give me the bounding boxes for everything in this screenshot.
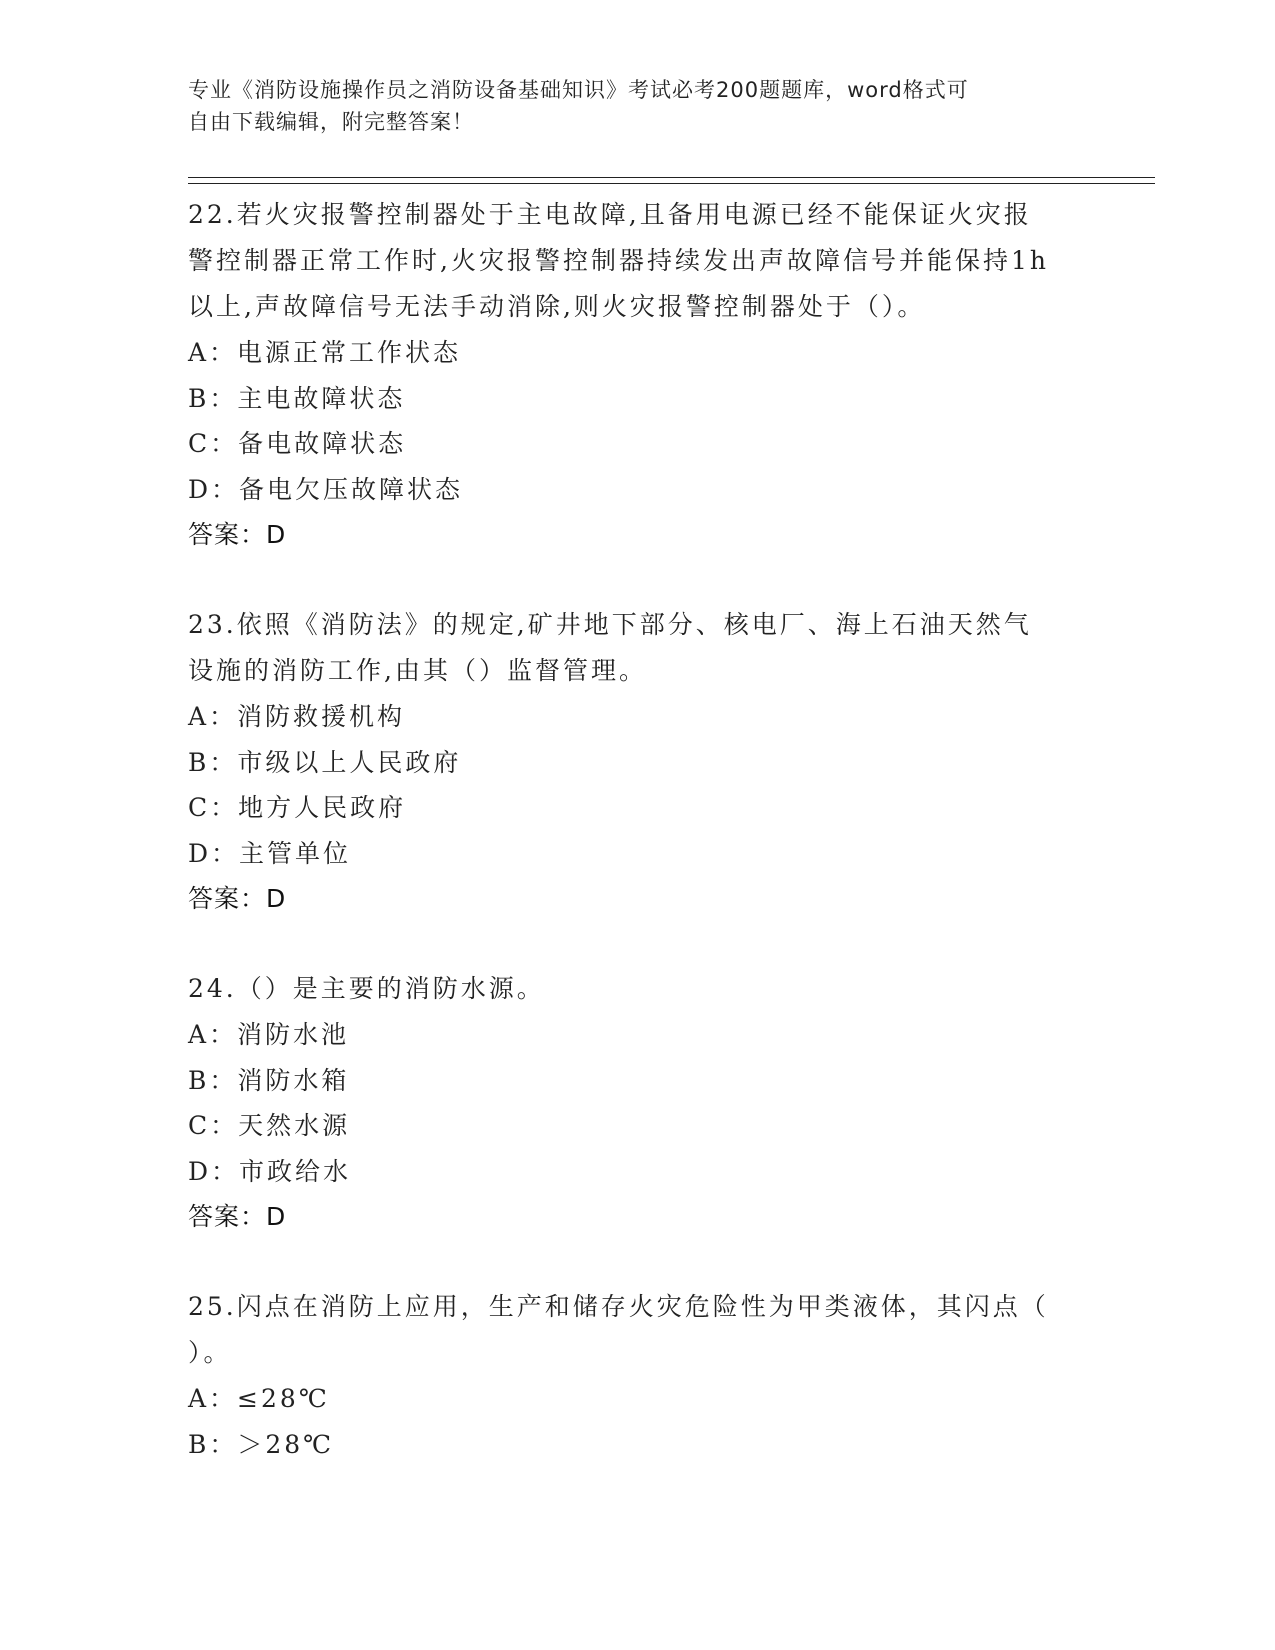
answer-line: 答案：D: [188, 1202, 287, 1231]
option-a: A：消防救援机构: [188, 702, 406, 731]
option-d: D：备电欠压故障状态: [188, 474, 464, 504]
option-b: B：消防水箱: [188, 1065, 350, 1095]
question-23: [188, 602, 1088, 922]
option-c: C：地方人民政府: [188, 793, 407, 822]
option-c: C：天然水源: [188, 1111, 351, 1140]
question-stem-line: 24.（）是主要的消防水源。: [188, 974, 545, 1003]
option-b: B：市级以上人民政府: [188, 747, 462, 777]
question-stem-line: 22.若火灾报警控制器处于主电故障,且备用电源已经不能保证火灾报: [188, 200, 1032, 229]
header-line-2: 自由下载编辑，附完整答案！: [188, 110, 474, 134]
option-a: A：消防水池: [188, 1020, 350, 1049]
option-d: D：市政给水: [188, 1156, 352, 1186]
question-24: [188, 966, 1088, 1240]
option-b: B：主电故障状态: [188, 383, 406, 413]
spacer: [188, 1240, 1088, 1284]
option-d: D：主管单位: [188, 838, 352, 868]
question-stem-line: 设施的消防工作,由其（）监督管理。: [188, 656, 647, 685]
question-list: [188, 192, 1088, 1467]
spacer: [188, 558, 1088, 602]
option-c: C：备电故障状态: [188, 429, 407, 458]
header-divider-bottom: [188, 183, 1155, 184]
option-a: A：≤28℃: [188, 1384, 330, 1413]
header-divider-top: [188, 177, 1155, 178]
question-25: [188, 1284, 1088, 1467]
question-stem-line: 25.闪点在消防上应用，生产和储存火灾危险性为甲类液体，其闪点（: [188, 1292, 1049, 1321]
question-stem-line: 23.依照《消防法》的规定,矿井地下部分、核电厂、海上石油天然气: [188, 610, 1032, 639]
option-b: B：＞28℃: [188, 1429, 335, 1459]
question-stem-line: 警控制器正常工作时,火灾报警控制器持续发出声故障信号并能保持1h: [188, 246, 1049, 275]
header-line-1: 专业《消防设施操作员之消防设备基础知识》考试必考200题题库，word格式可: [188, 78, 969, 102]
answer-line: 答案：D: [188, 520, 287, 549]
document-header: [188, 74, 1088, 138]
answer-line: 答案：D: [188, 884, 287, 913]
question-stem-line: ）。: [188, 1338, 232, 1367]
question-22: [188, 192, 1088, 558]
option-a: A：电源正常工作状态: [188, 338, 462, 367]
spacer: [188, 922, 1088, 966]
question-stem-line: 以上,声故障信号无法手动消除,则火灾报警控制器处于（）。: [188, 292, 926, 321]
